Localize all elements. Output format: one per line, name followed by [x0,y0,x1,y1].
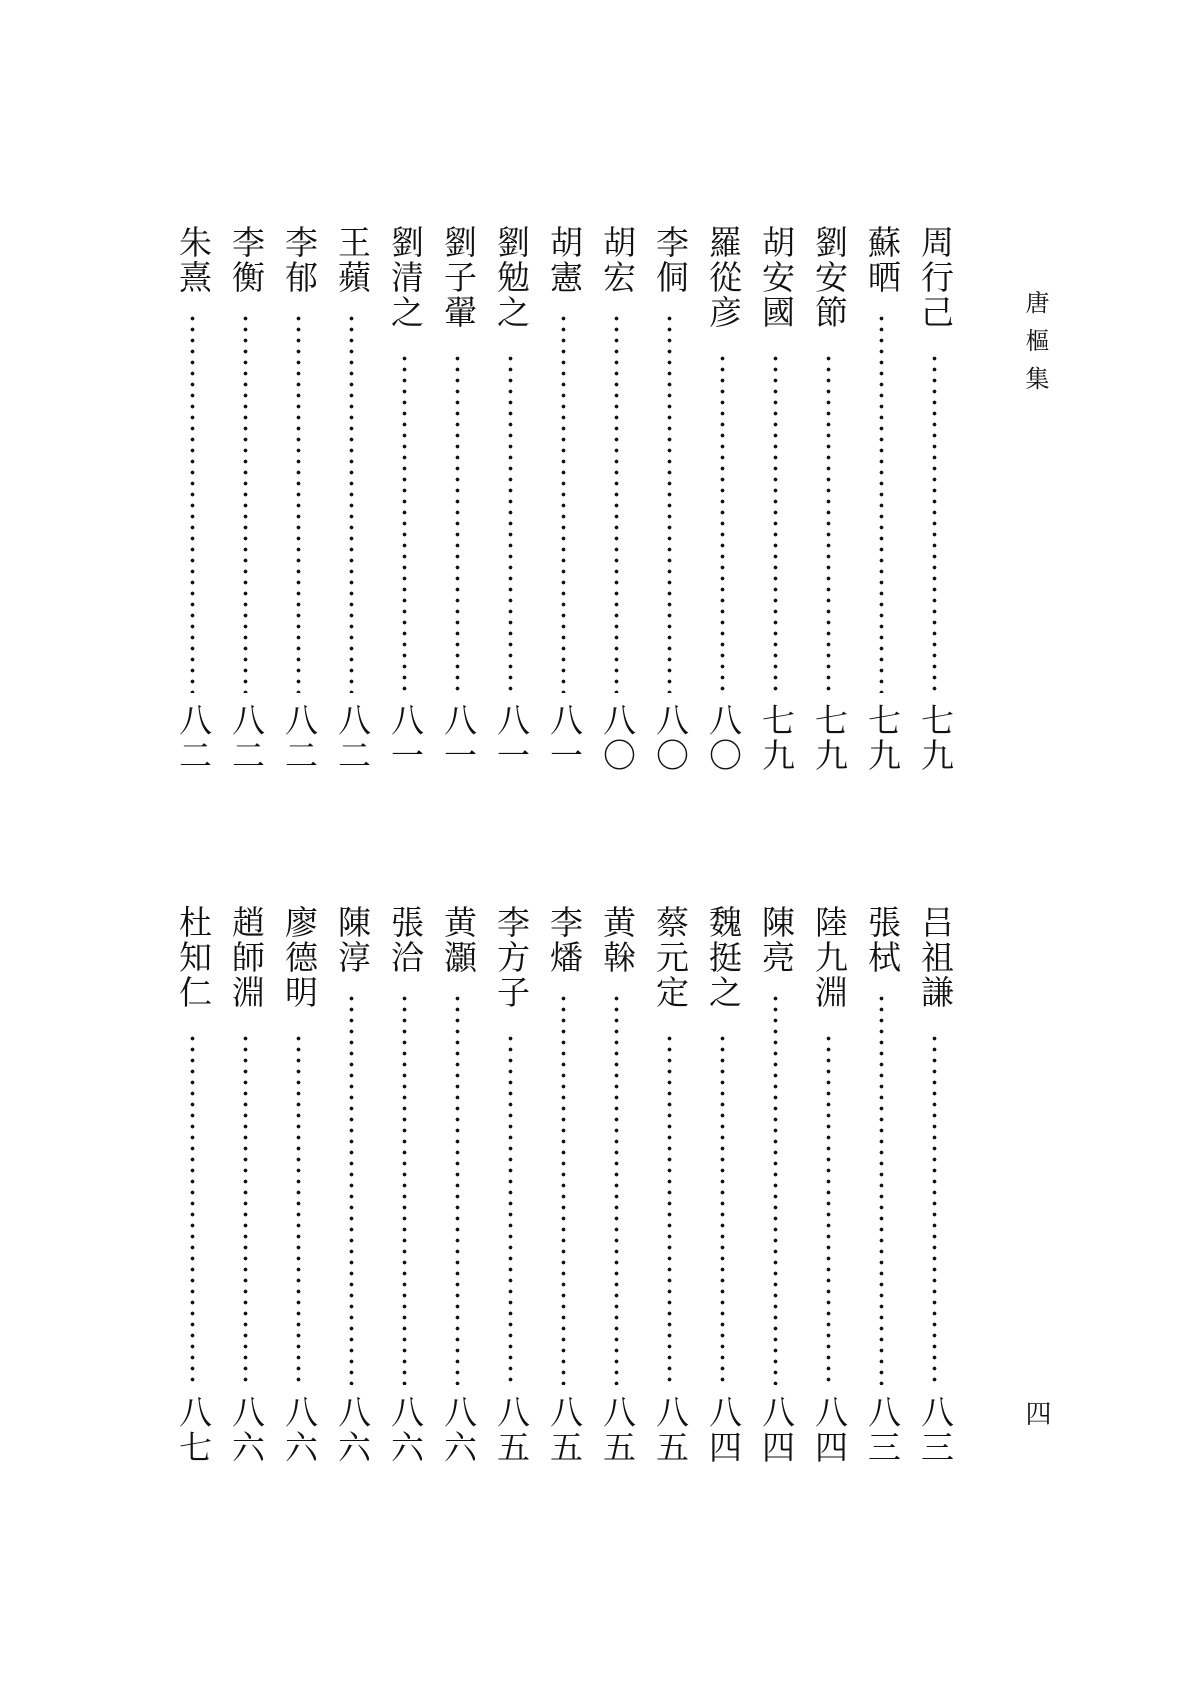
leader-dots [190,1033,195,1385]
leader-dots [190,313,195,693]
toc-entry-name: 周行己 [916,225,955,330]
leader-dots [561,993,566,1385]
leader-dots [402,993,407,1385]
toc-entry-name: 黄灝 [439,905,478,975]
toc-entry-name: 吕祖謙 [916,905,955,1010]
toc-entry [862,905,902,1475]
leader-dots [826,1033,831,1385]
toc-entry [915,905,955,1475]
toc-entry-page: 八二 [280,703,319,773]
leader-dots [879,313,884,693]
toc-entry-name: 廖德明 [280,905,319,1010]
toc-entry-name: 李方子 [492,905,531,1010]
toc-entry-name: 劉勉之 [492,225,531,330]
toc-entry-name: 王蘋 [333,225,372,295]
toc-entry [279,225,319,785]
toc-entry-page: 七九 [810,703,849,773]
leader-dots [243,1033,248,1385]
toc-entry-name: 杜知仁 [174,905,213,1010]
toc-entry-page: 八一 [439,703,478,773]
toc-entry-name: 陳亮 [757,905,796,975]
toc-entry-name: 張洽 [386,905,425,975]
toc-entry-name: 李燔 [545,905,584,975]
leader-dots [296,313,301,693]
leader-dots [455,993,460,1385]
toc-entry-name: 胡宏 [598,225,637,295]
leader-dots [561,313,566,693]
toc-entry-page: 八六 [333,1395,372,1465]
leader-dots [932,353,937,693]
toc-entry [597,225,637,785]
leader-dots [826,353,831,693]
toc-entry-page: 八七 [174,1395,213,1465]
toc-entry-name: 胡安國 [757,225,796,330]
toc-entry [173,225,213,785]
toc-entry-name: 趙師淵 [227,905,266,1010]
toc-entry [332,225,372,785]
toc-entry-name: 李衡 [227,225,266,295]
toc-entry-name: 魏挺之 [704,905,743,1010]
leader-dots [773,353,778,693]
toc-entry-page: 八六 [439,1395,478,1465]
toc-entry [226,225,266,785]
toc-entry-page: 七九 [863,703,902,773]
leader-dots [349,993,354,1385]
toc-entry-page: 八三 [916,1395,955,1465]
toc-entry-page: 八二 [227,703,266,773]
toc-entry-page: 八五 [598,1395,637,1465]
leader-dots [667,313,672,693]
toc-entry-name: 劉安節 [810,225,849,330]
toc-entry [438,225,478,785]
toc-entry [332,905,372,1475]
toc-entry-page: 八〇 [651,703,690,773]
toc-entry-name: 劉清之 [386,225,425,330]
toc-entry [756,905,796,1475]
toc-entry [597,905,637,1475]
toc-entry [279,905,319,1475]
toc-entry [809,225,849,785]
leader-dots [402,353,407,693]
toc-entry-name: 李侗 [651,225,690,295]
toc-entry-name: 李郁 [280,225,319,295]
toc-block-top [0,225,1190,785]
toc-entry [173,905,213,1475]
toc-entry-page: 八二 [333,703,372,773]
toc-entry-page: 八五 [545,1395,584,1465]
toc-entry-name: 黄榦 [598,905,637,975]
leader-dots [455,353,460,693]
leader-dots [879,993,884,1385]
toc-entry-page: 八二 [174,703,213,773]
toc-entry-name: 陸九淵 [810,905,849,1010]
toc-entry-page: 八〇 [598,703,637,773]
toc-entry-name: 胡憲 [545,225,584,295]
toc-entry [650,225,690,785]
toc-entry-page: 八四 [757,1395,796,1465]
toc-entry [756,225,796,785]
toc-entry-page: 八一 [386,703,425,773]
toc-entry-page: 八三 [863,1395,902,1465]
toc-entry-name: 張栻 [863,905,902,975]
toc-entry [862,225,902,785]
toc-entry [385,225,425,785]
toc-entry-page: 八一 [545,703,584,773]
toc-entry-page: 八一 [492,703,531,773]
toc-entry-page: 八〇 [704,703,743,773]
toc-entry-page: 八六 [227,1395,266,1465]
leader-dots [349,313,354,693]
running-title: 唐樞集 [1021,290,1049,404]
leader-dots [508,353,513,693]
toc-entry-page: 八六 [386,1395,425,1465]
toc-entry-page: 七九 [757,703,796,773]
leader-dots [720,353,725,693]
leader-dots [614,313,619,693]
toc-entry [544,225,584,785]
toc-entry [385,905,425,1475]
leader-dots [296,1033,301,1385]
toc-entry [491,905,531,1475]
leader-dots [243,313,248,693]
toc-entry-page: 八六 [280,1395,319,1465]
leader-dots [932,1033,937,1385]
toc-entry-page: 八四 [704,1395,743,1465]
toc-entry-page: 八五 [651,1395,690,1465]
toc-entry [703,905,743,1475]
toc-entry-name: 蘇晒 [863,225,902,295]
toc-entry-page: 八四 [810,1395,849,1465]
toc-entry [438,905,478,1475]
toc-entry [703,225,743,785]
toc-entry-page: 八五 [492,1395,531,1465]
toc-entry-page: 七九 [916,703,955,773]
toc-entry-name: 蔡元定 [651,905,690,1010]
leader-dots [773,993,778,1385]
toc-entry [650,905,690,1475]
toc-entry-name: 劉子翬 [439,225,478,330]
page-number: 四 [1021,1400,1051,1426]
leader-dots [667,1033,672,1385]
toc-entry [809,905,849,1475]
toc-entry [226,905,266,1475]
toc-entry [491,225,531,785]
toc-entry-name: 羅從彦 [704,225,743,330]
leader-dots [508,1033,513,1385]
toc-entry-name: 朱熹 [174,225,213,295]
leader-dots [614,993,619,1385]
leader-dots [720,1033,725,1385]
toc-entry [544,905,584,1475]
toc-entry-name: 陳淳 [333,905,372,975]
toc-block-bottom [0,905,1190,1475]
toc-entry [915,225,955,785]
